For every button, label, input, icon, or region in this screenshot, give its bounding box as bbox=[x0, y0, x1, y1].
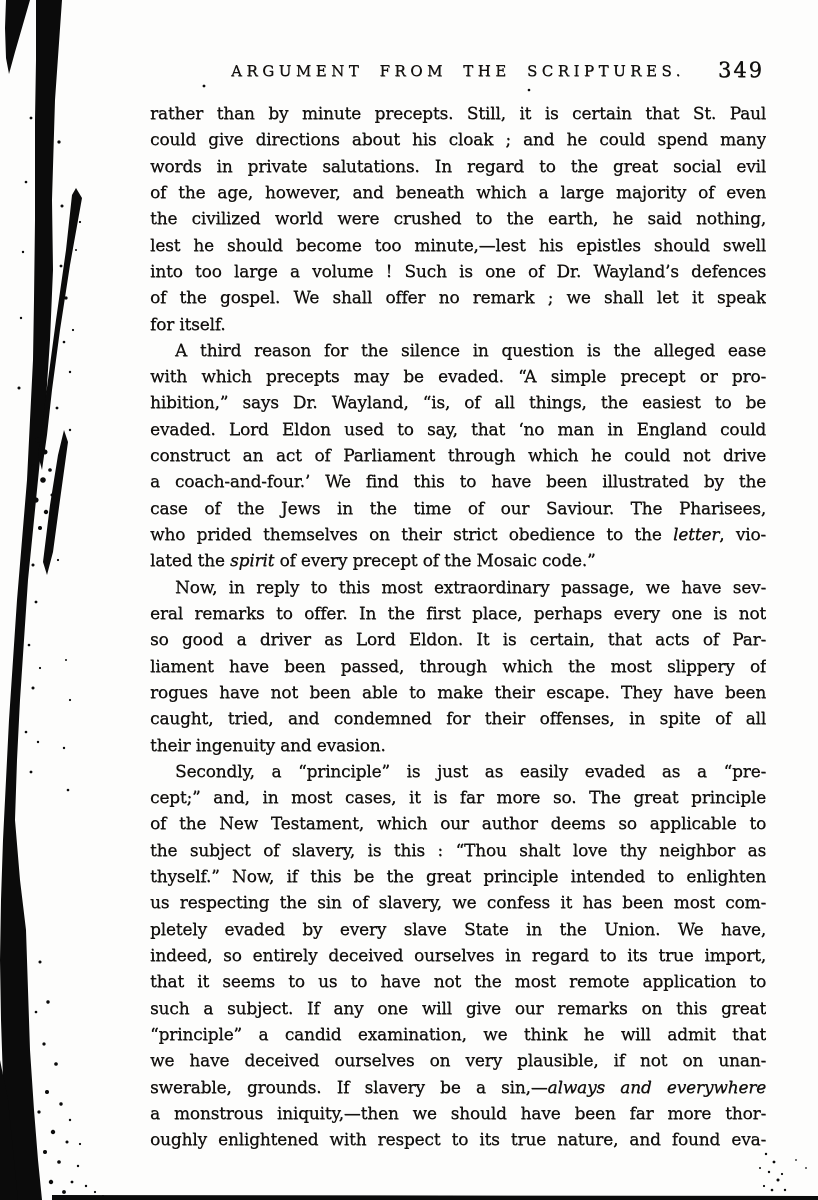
scan-streak-secondary-upper bbox=[38, 188, 82, 470]
text-line: cept;” and, in most cases, it is far more so. The great principle bbox=[150, 788, 766, 809]
page-number: 349 bbox=[717, 58, 764, 82]
scan-blob-bottom-left bbox=[0, 1060, 18, 1200]
text-line: us respecting the sin of slavery, we confess it has been most com- bbox=[150, 893, 766, 914]
text-line: pletely evaded by every slave State in the Union. We have, bbox=[150, 919, 766, 940]
paragraph bbox=[150, 101, 766, 338]
page-body bbox=[150, 101, 766, 1154]
text-line: swerable, grounds. If slavery be a sin,—always and everywhere bbox=[150, 1077, 766, 1098]
text-line: “principle” a candid examination, we think he will admit that bbox=[150, 1024, 766, 1045]
text-line: A third reason for the silence in question is the alleged ease bbox=[175, 340, 766, 361]
text-line: Secondly, a “principle” is just as easily evaded as a “pre- bbox=[175, 761, 766, 782]
scan-streak-wedge bbox=[5, 0, 30, 74]
text-line: construct an act of Parliament through which he could not drive bbox=[150, 446, 766, 467]
text-line: lated the spirit of every precept of the Mosaic code.” bbox=[150, 551, 596, 572]
paragraph bbox=[150, 759, 766, 1154]
text-line: liament have been passed, through which the most slippery of bbox=[150, 656, 766, 677]
text-line: oughly enlightened with respect to its true nature, and found eva- bbox=[150, 1130, 766, 1151]
text-line: for itself. bbox=[150, 314, 226, 335]
text-line: hibition,” says Dr. Wayland, “is, of all things, the easiest to be bbox=[150, 393, 766, 414]
text-line: into too large a volume ! Such is one of Dr. Wayland’s defences bbox=[150, 261, 766, 282]
paragraph bbox=[150, 575, 766, 759]
text-line: words in private salutations. In regard to the great social evil bbox=[150, 156, 766, 177]
text-line: the subject of slavery, is this : “Thou shalt love thy neighbor as bbox=[150, 840, 766, 861]
text-line: could give directions about his cloak ; and he could spend many bbox=[150, 130, 766, 151]
text-line: thyself.” Now, if this be the great principle intended to enlighten bbox=[150, 867, 766, 888]
scan-streak-secondary-lower bbox=[43, 430, 68, 575]
text-line: rogues have not been able to make their escape. They have been bbox=[150, 682, 766, 703]
scan-streak-main bbox=[0, 0, 62, 1200]
text-line: rather than by minute precepts. Still, it is certain that St. Paul bbox=[150, 104, 766, 124]
paragraph bbox=[150, 338, 766, 575]
text-line: that it seems to us to have not the most remote application to bbox=[150, 972, 766, 993]
running-head bbox=[150, 58, 766, 88]
text-line: lest he should become too minute,—lest his epistles should swell bbox=[150, 235, 766, 256]
text-line: a monstrous iniquity,—then we should have been far more thor- bbox=[150, 1103, 766, 1124]
text-line: of the age, however, and beneath which a large majority of even bbox=[150, 182, 766, 203]
text-line: Now, in reply to this most extraordinary passage, we have sev- bbox=[175, 577, 766, 598]
text-line: caught, tried, and condemned for their offenses, in spite of all bbox=[150, 709, 766, 730]
text-line: we have deceived ourselves on very plausible, if not on unan- bbox=[150, 1051, 766, 1072]
text-line: case of the Jews in the time of our Saviour. The Pharisees, bbox=[150, 498, 766, 519]
page-title: ARGUMENT FROM THE SCRIPTURES. bbox=[231, 62, 685, 80]
text-line: of the gospel. We shall offer no remark ; we shall let it speak bbox=[150, 288, 766, 309]
text-line: such a subject. If any one will give our remarks on this great bbox=[150, 998, 766, 1019]
text-line: a coach-and-four.’ We find this to have been illustrated by the bbox=[150, 472, 766, 493]
text-line: who prided themselves on their strict obedience to the letter, vio- bbox=[150, 525, 766, 545]
text-line: so good a driver as Lord Eldon. It is certain, that acts of Par- bbox=[150, 630, 766, 651]
text-line: with which precepts may be evaded. “A simple precept or pro- bbox=[150, 367, 766, 388]
text-line: eral remarks to offer. In the first place, perhaps every one is not bbox=[150, 603, 766, 624]
text-line: evaded. Lord Eldon used to say, that ‘no man in England could bbox=[150, 419, 766, 440]
text-line: of the New Testament, which our author deems so applicable to bbox=[150, 814, 766, 835]
scan-bottom-bar bbox=[52, 1195, 818, 1200]
text-line: indeed, so entirely deceived ourselves in regard to its true import, bbox=[150, 946, 766, 966]
text-line: the civilized world were crushed to the earth, he said nothing, bbox=[150, 209, 766, 230]
text-line: their ingenuity and evasion. bbox=[150, 735, 386, 756]
